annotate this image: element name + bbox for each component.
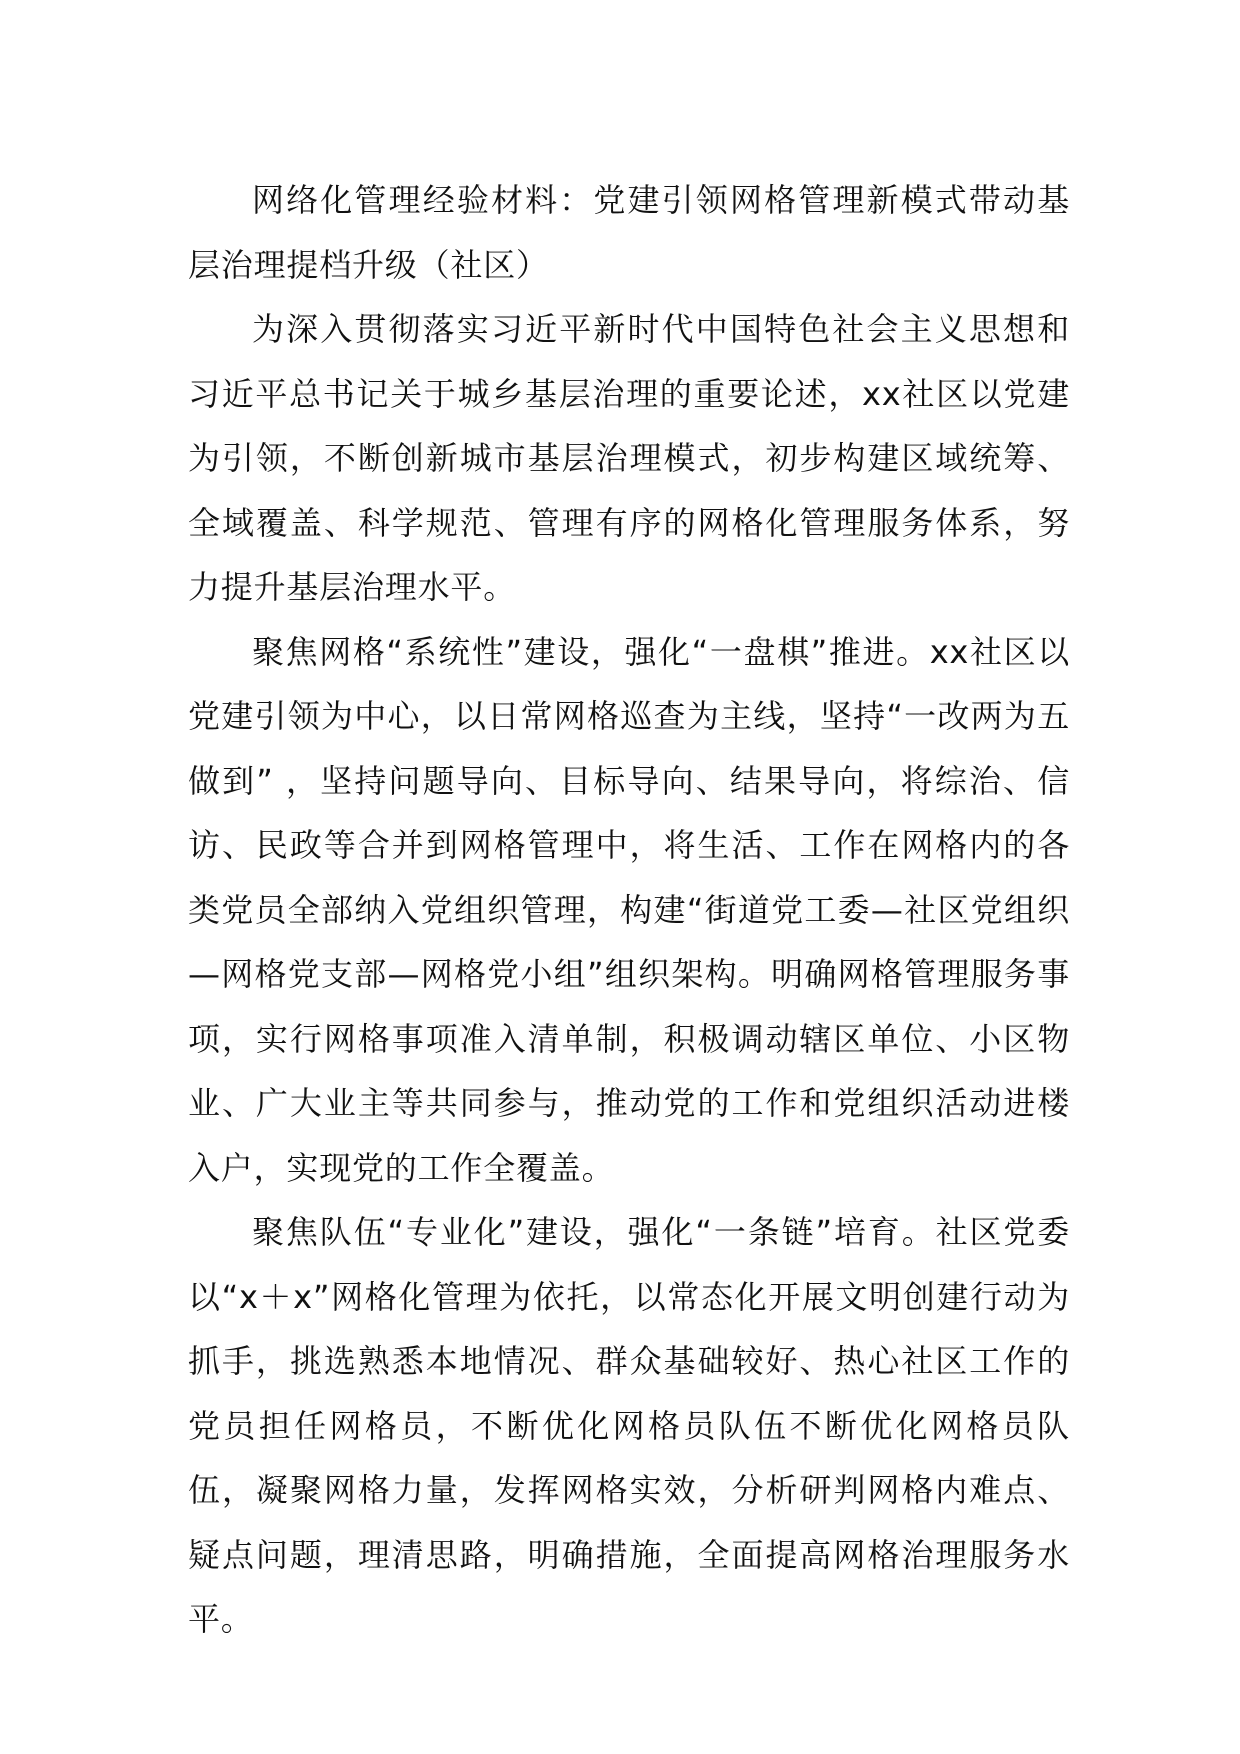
paragraph-intro: 为深入贯彻落实习近平新时代中国特色社会主义思想和习近平总书记关于城乡基层治理的重要论述，xx社区以党建为引领，不断创新城市基层治理模式，初步构建区域统筹、全域覆盖、科学规范、管理有序的网格化管理服务体系，努力提升基层治理水平。	[188, 310, 1070, 606]
document-title: 网络化管理经验材料：党建引领网格管理新模式带动基层治理提档升级（社区）	[188, 181, 1070, 284]
paragraph-team-professional: 聚焦队伍“专业化”建设，强化“一条链”培育。社区党委以“x＋x”网格化管理为依托，以常态化开展文明创建行动为抓手，挑选熟悉本地情况、群众基础较好、热心社区工作的党员担任网格员，不断优化网格员队伍不断优化网格员队伍，凝聚网格力量，发挥网格实效，分析研判网格内难点、疑点问题，理清思路，明确措施，全面提高网格治理服务水平。	[188, 1213, 1070, 1638]
paragraph-grid-system: 聚焦网格“系统性”建设，强化“一盘棋”推进。xx社区以党建引领为中心，以日常网格巡查为主线，坚持“一改两为五做到” ，坚持问题导向、目标导向、结果导向，将综治、信访、民政等合并到网格管理中，将生活、工作在网格内的各类党员全部纳入党组织管理，构建“街道党工委—社区党组织—网格党支部—网格党小组”组织架构。明确网格管理服务事项，实行网格事项准入清单制，积极调动辖区单位、小区物业、广大业主等共同参与，推动党的工作和党组织活动进楼入户，实现党的工作全覆盖。	[188, 632, 1070, 1187]
document-body	[188, 168, 1070, 1652]
